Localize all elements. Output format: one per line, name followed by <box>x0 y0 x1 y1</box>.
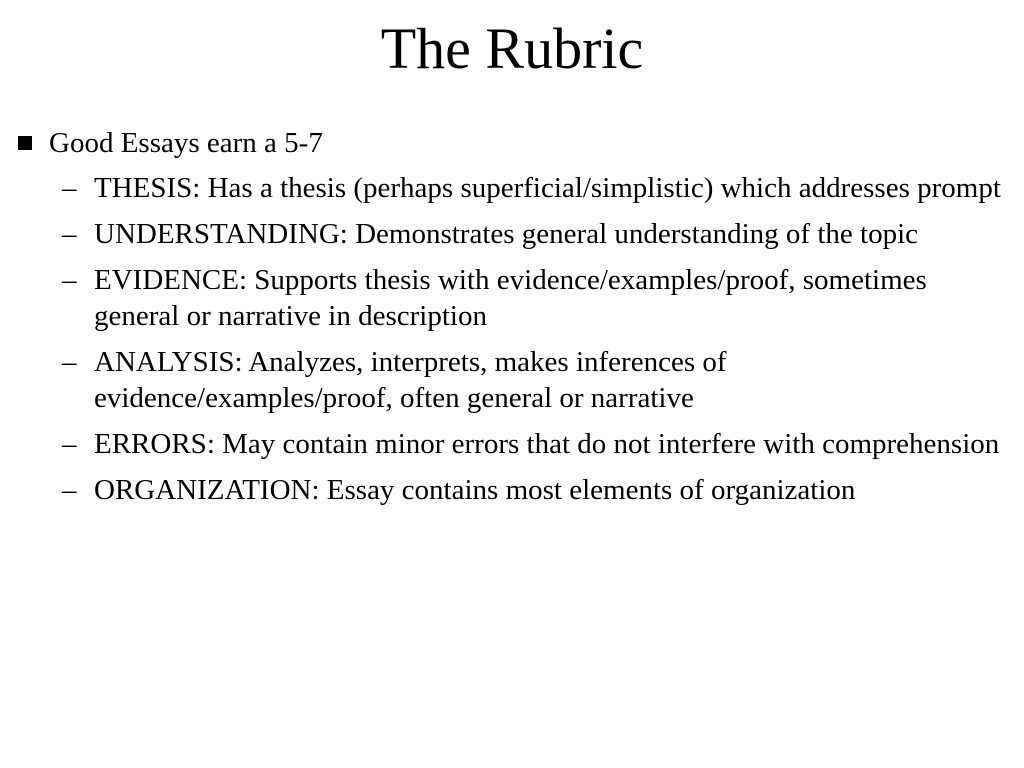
square-bullet-icon <box>18 136 32 150</box>
sub-bullet-item <box>62 262 1002 334</box>
dash-bullet-icon: – <box>62 474 77 506</box>
sub-bullet-text: UNDERSTANDING: Demonstrates general understanding of the topic <box>94 218 918 250</box>
sub-bullet-text: THESIS: Has a thesis (perhaps superficial/simplistic) which addresses prompt <box>94 172 1001 204</box>
sub-bullet-text: ERRORS: May contain minor errors that do not interfere with comprehension <box>94 428 1000 460</box>
sub-bullet-list <box>62 170 1002 518</box>
sub-bullet-item <box>62 216 1002 252</box>
sub-bullet-item <box>62 344 1002 416</box>
dash-bullet-icon: – <box>62 264 77 296</box>
sub-bullet-item <box>62 472 1002 508</box>
sub-bullet-text: ORGANIZATION: Essay contains most elements of organization <box>94 474 856 506</box>
sub-bullet-item <box>62 426 1002 462</box>
slide-title: The Rubric <box>380 16 644 81</box>
dash-bullet-icon: – <box>62 346 77 378</box>
dash-bullet-icon: – <box>62 428 77 460</box>
sub-bullet-text: EVIDENCE: Supports thesis with evidence/examples/proof, sometimes general or narrative in description <box>94 264 927 332</box>
dash-bullet-icon: – <box>62 218 77 250</box>
dash-bullet-icon: – <box>62 172 77 204</box>
sub-bullet-item <box>62 170 1002 206</box>
main-bullet-text: Good Essays earn a 5-7 <box>49 127 323 159</box>
sub-bullet-text: ANALYSIS: Analyzes, interprets, makes inferences of evidence/examples/proof, often general or narrative <box>94 346 727 414</box>
